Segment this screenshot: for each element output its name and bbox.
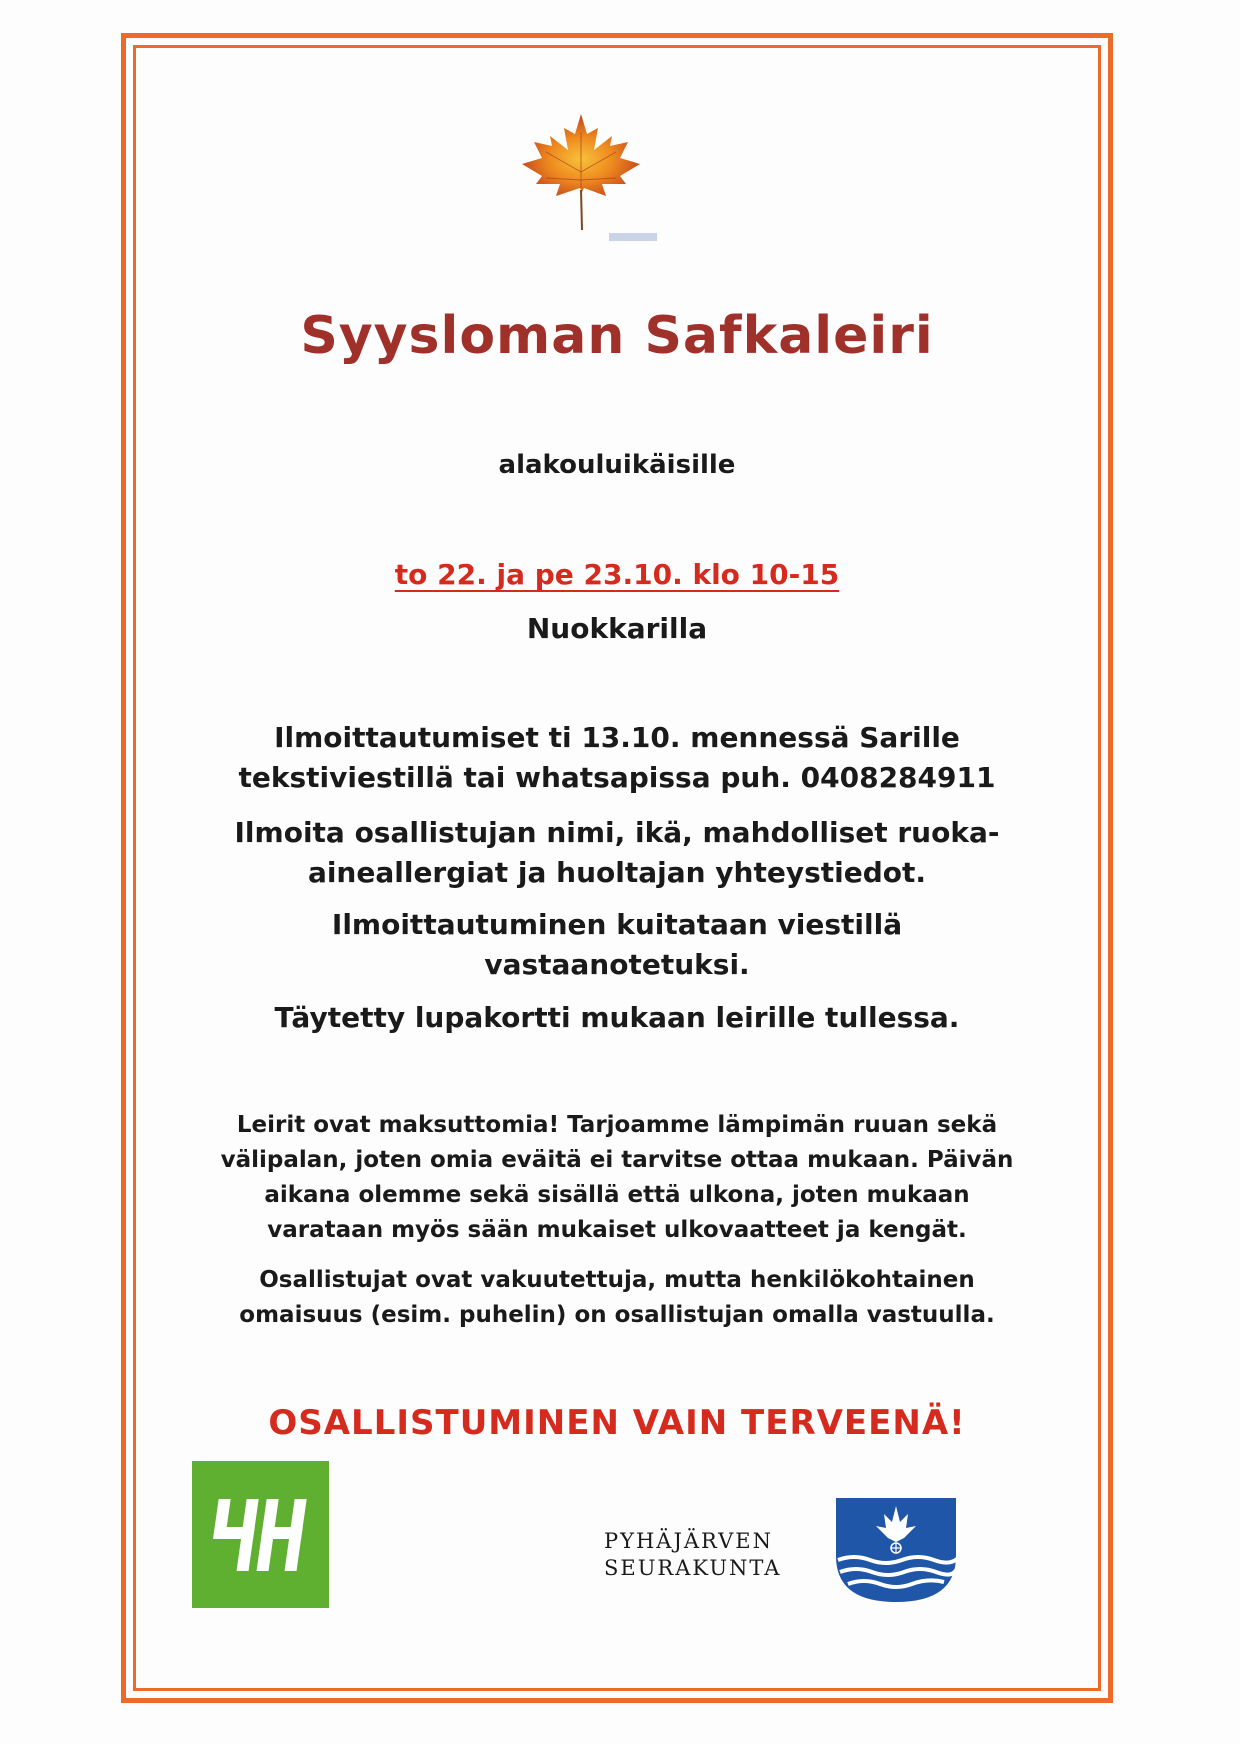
registration-info [150,718,1084,798]
parish-crest-icon [834,1496,958,1604]
participant-info [150,813,1084,893]
registration-line: tekstiviestillä tai whatsapissa puh. 0408284911 [238,761,996,794]
permit-info: Täytetty lupakortti mukaan leirille tullessa. [274,1001,960,1034]
insurance-line: omaisuus (esim. puhelin) on osallistujan omalla vastuulla. [239,1302,995,1328]
camp-details [150,1108,1084,1248]
parish-name-line: PYHÄJÄRVEN [604,1529,773,1553]
camp-details-line: aikana olemme sekä sisällä että ulkona, joten mukaan [264,1182,970,1208]
confirmation-line: Ilmoittautuminen kuitataan viestillä [331,908,903,941]
insurance-line: Osallistujat ovat vakuutettuja, mutta henkilökohtainen [259,1267,975,1293]
confirmation-line: vastaanotetuksi. [484,948,750,981]
four-h-logo [192,1461,329,1608]
insurance-info [150,1263,1084,1333]
registration-line: Ilmoittautumiset ti 13.10. mennessä Sarille [274,721,960,754]
poster-title: Syysloman Safkaleiri [300,306,934,366]
camp-details-line: Leirit ovat maksuttomia! Tarjoamme lämpimän ruuan sekä [236,1112,998,1138]
target-group: alakouluikäisille [498,450,736,480]
image-tag [609,233,657,241]
event-place: Nuokkarilla [526,612,708,645]
confirmation-info [150,905,1084,985]
participant-info-line: aineallergiat ja huoltajan yhteystiedot. [307,856,927,889]
participant-info-line: Ilmoita osallistujan nimi, ikä, mahdolliset ruoka- [234,816,1000,849]
health-notice: OSALLISTUMINEN VAIN TERVEENÄ! [268,1403,966,1443]
event-date-text: to 22. ja pe 23.10. klo 10-15 [394,558,840,591]
parish-name-line: SEURAKUNTA [604,1556,782,1580]
camp-details-line: varataan myös sään mukaiset ulkovaatteet ja kengät. [267,1217,967,1243]
event-date [150,558,1084,591]
parish-name [604,1528,826,1582]
maple-leaf-icon [516,112,646,232]
camp-details-line: välipalan, joten omia eväitä ei tarvitse ottaa mukaan. Päivän [220,1147,1014,1173]
